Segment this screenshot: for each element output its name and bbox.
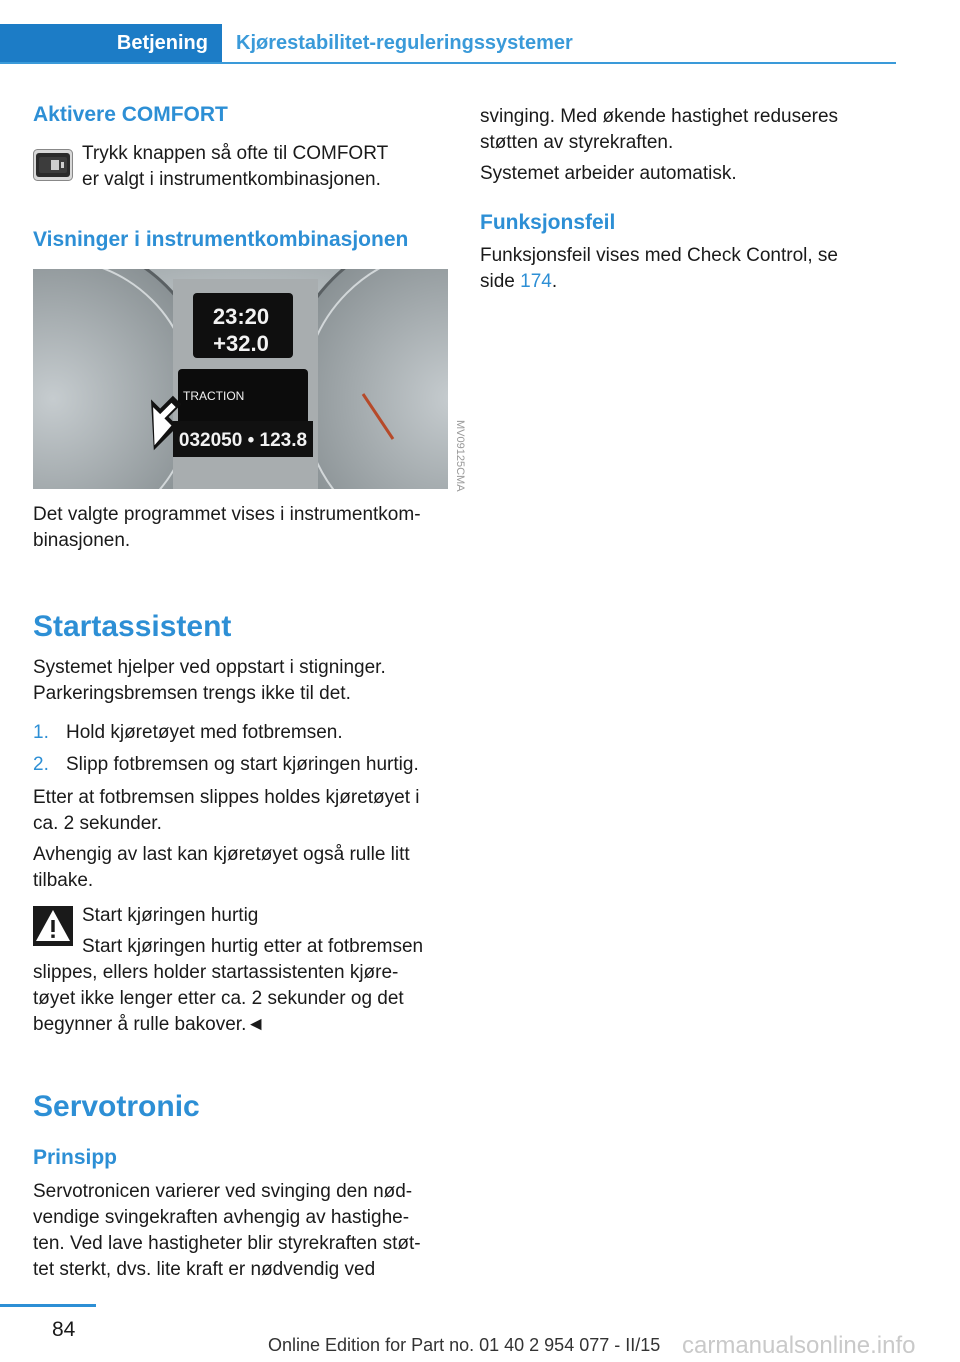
cluster-odometer: 032050 • 123.8 xyxy=(178,430,308,451)
principle-heading: Prinsipp xyxy=(33,1146,118,1169)
servo-text-2: vendige svingekraften avhengig av hastighe- xyxy=(33,1207,410,1228)
step-number-2: 2. xyxy=(33,754,49,775)
after-text-2: ca. 2 sekunder. xyxy=(33,813,162,834)
fault-text-2b: . xyxy=(551,271,558,292)
header-tab-bar xyxy=(0,24,896,64)
footer-accent-line xyxy=(0,1304,96,1307)
display-heading: Visninger i instrumentkombinasjonen xyxy=(33,228,409,251)
comfort-heading: Aktivere COMFORT xyxy=(33,103,228,126)
watermark: carmanualsonline.info xyxy=(682,1332,916,1359)
servo-text-1: Servotronicen varierer ved svinging den nød- xyxy=(33,1181,413,1202)
instrument-cluster-photo xyxy=(33,269,448,489)
tab-betjening[interactable]: Betjening xyxy=(0,24,222,62)
comfort-button-icon xyxy=(33,149,73,181)
warning-text-4: begynner å rulle bakover.◄ xyxy=(33,1014,266,1035)
image-code: MV09125CMA xyxy=(454,420,466,492)
cluster-mode: TRACTION xyxy=(183,389,245,403)
after-text-1: Etter at fotbremsen slippes holdes kjøretøyet i xyxy=(33,787,420,808)
startassistent-heading: Startassistent xyxy=(33,610,232,643)
servotronic-heading: Servotronic xyxy=(33,1090,200,1123)
comfort-text-2: er valgt i instrumentkombinasjonen. xyxy=(82,169,381,190)
edition-line: Online Edition for Part no. 01 40 2 954 077 - II/15 xyxy=(268,1335,661,1355)
servo-text-3: ten. Ved lave hastigheter blir styrekraften støt- xyxy=(33,1233,421,1254)
right-auto: Systemet arbeider automatisk. xyxy=(480,163,737,184)
warning-title: Start kjøringen hurtig xyxy=(82,905,259,926)
cluster-clock: 23:20 xyxy=(212,304,270,329)
step-number-1: 1. xyxy=(33,722,49,743)
fault-text-2a: side xyxy=(480,271,521,292)
start-paragraph-1: Systemet hjelper ved oppstart i stigninger. xyxy=(33,657,386,678)
warning-text-3: tøyet ikke lenger etter ca. 2 sekunder og det xyxy=(33,988,404,1009)
warning-text-1: Start kjøringen hurtig etter at fotbremsen xyxy=(82,936,424,957)
fault-text-1: Funksjonsfeil vises med Check Control, se xyxy=(480,245,838,266)
page-number: 84 xyxy=(52,1318,76,1341)
right-cont-2: støtten av styrekraften. xyxy=(480,132,674,153)
warning-icon xyxy=(33,906,73,946)
step-text-1: Hold kjøretøyet med fotbremsen. xyxy=(66,722,343,743)
step-text-2: Slipp fotbremsen og start kjøringen hurtig. xyxy=(66,754,419,775)
tab-chapter-title[interactable]: Kjørestabilitet-reguleringssystemer xyxy=(236,31,573,54)
depend-text-1: Avhengig av last kan kjøretøyet også rulle litt xyxy=(33,844,410,865)
fault-heading: Funksjonsfeil xyxy=(480,211,616,234)
fault-text-2 xyxy=(480,269,557,295)
photo-caption-2: binasjonen. xyxy=(33,530,131,551)
cluster-temperature: +32.0 xyxy=(213,331,269,356)
start-paragraph-2: Parkeringsbremsen trengs ikke til det. xyxy=(33,683,351,704)
comfort-text-1: Trykk knappen så ofte til COMFORT xyxy=(82,143,389,164)
depend-text-2: tilbake. xyxy=(33,870,94,891)
photo-caption-1: Det valgte programmet vises i instrumentkom- xyxy=(33,504,421,525)
right-cont-1: svinging. Med økende hastighet reduseres xyxy=(480,106,839,127)
page-link-174[interactable]: 174 xyxy=(520,271,552,292)
servo-text-4: tet sterkt, dvs. lite kraft er nødvendig ved xyxy=(33,1259,376,1280)
warning-text-2: slippes, ellers holder startassistenten kjøre- xyxy=(33,962,399,983)
